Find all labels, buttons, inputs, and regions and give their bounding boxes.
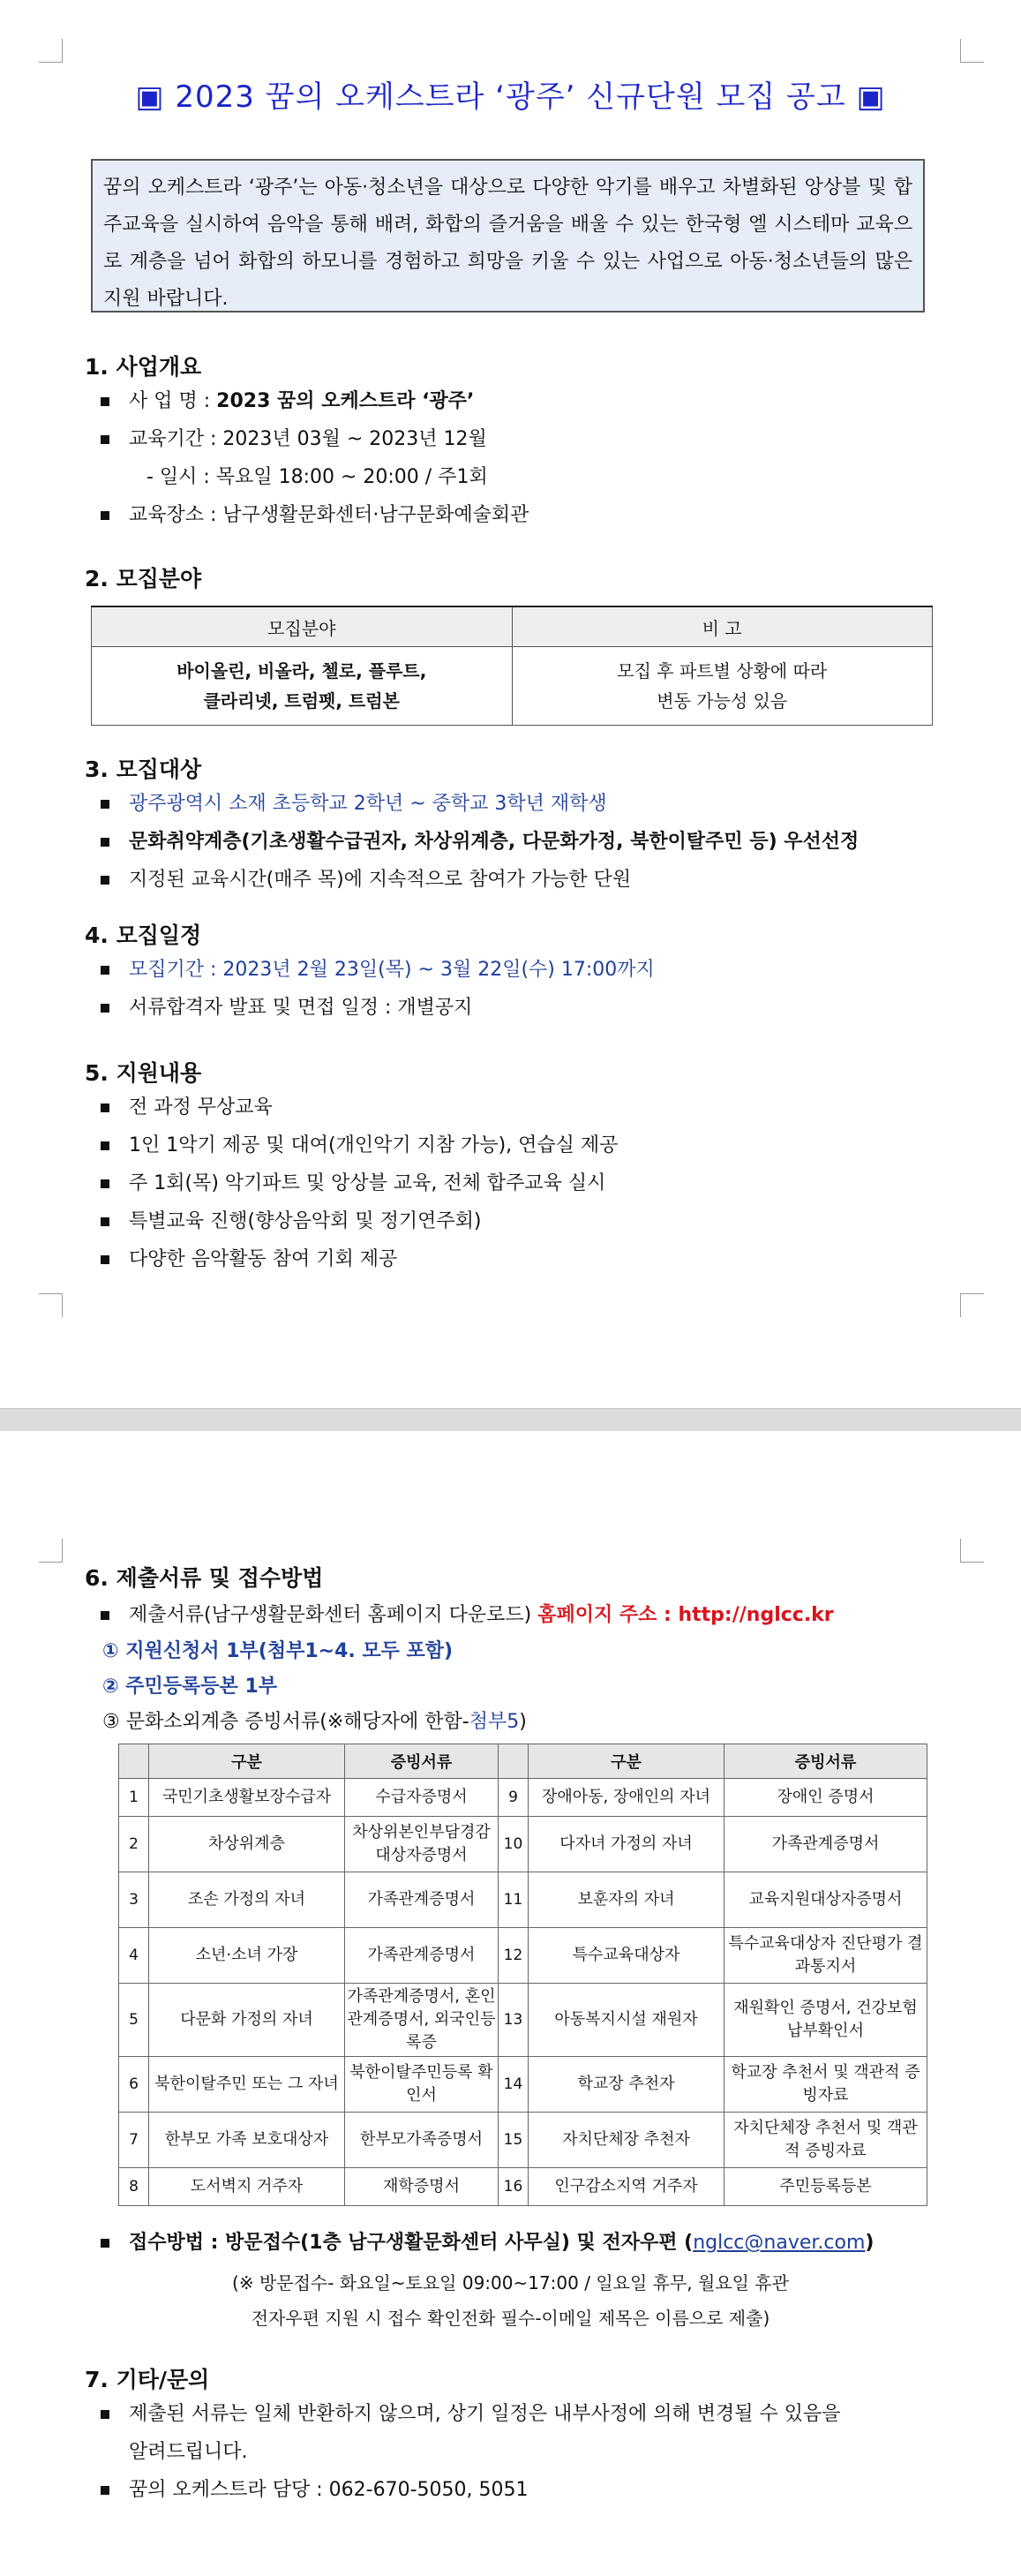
table-header: 증빙서류 (345, 1744, 499, 1779)
page-title: ▣ 2023 꿈의 오케스트라 ‘광주’ 신규단원 모집 공고 ▣ (135, 79, 886, 115)
submit-note-1: (※ 방문접수- 화요일~토요일 09:00~17:00 / 일요일 휴무, 월요일 휴관 (232, 2272, 789, 2294)
table-row: 7 한부모 가족 보호대상자 한부모가족증명서 15 자치단체장 추천자 자치단체장 추천서 및 객관적 증빙자료 (119, 2113, 927, 2168)
doc-item-3: ③ 문화소외계층 증빙서류(※해당자에 한함-첨부5) (102, 1711, 527, 1733)
evidence-table (118, 1744, 927, 2206)
table-cell: 모집 후 파트별 상황에 따라 변동 가능성 있음 (512, 647, 933, 726)
table-row: 6 북한이탈주민 또는 그 자녀 북한이탈주민등록 확인서 14 학교장 추천자 학교장 추천서 및 객관적 증빙자료 (119, 2057, 927, 2113)
list-item: 교육장소 : 남구생활문화센터·남구문화예술회관 (101, 496, 948, 534)
list-item: 주 1회(목) 악기파트 및 앙상블 교육, 전체 합주교육 실시 (101, 1164, 948, 1202)
list-item: 접수방법 : 방문접수(1층 남구생활문화센터 사무실) 및 전자우편 (nglcc@naver.com) (101, 2224, 948, 2262)
section-4-list (101, 951, 948, 1027)
section-1-list (101, 382, 948, 534)
list-item: 사 업 명 : 2023 꿈의 오케스트라 ‘광주’ (101, 382, 948, 420)
list-item: 광주광역시 소재 초등학교 2학년 ~ 중학교 3학년 재학생 (101, 785, 948, 823)
email-link[interactable]: nglcc@naver.com (693, 2232, 866, 2254)
crop-mark (960, 39, 984, 63)
list-item: 전 과정 무상교육 (101, 1088, 948, 1126)
list-item: 꿈의 오케스트라 담당 : 062-670-5050, 5051 (101, 2471, 948, 2509)
table-header: 구분 (149, 1744, 345, 1779)
list-item: 1인 1악기 제공 및 대여(개인악기 지참 가능), 연습실 제공 (101, 1126, 948, 1164)
recruit-field-table (91, 606, 933, 726)
doc-item-1: ① 지원신청서 1부(첨부1~4. 모두 포함) (102, 1640, 454, 1662)
crop-mark (960, 1293, 984, 1317)
crop-mark (960, 1539, 984, 1563)
list-item: 특별교육 진행(향상음악회 및 정기연주회) (101, 1202, 948, 1240)
list-item: 다양한 음악활동 참여 기회 제공 (101, 1240, 948, 1278)
list-item: 제출서류(남구생활문화센터 홈페이지 다운로드) 홈페이지 주소 : http://nglcc.kr (101, 1596, 948, 1634)
section-6-list (101, 1596, 948, 1634)
submit-note-2: 전자우편 지원 시 접수 확인전화 필수-이메일 제목은 이름으로 제출) (251, 2308, 770, 2329)
table-row: 2 차상위계층 차상위본인부담경감대상자증명서 10 다자녀 가정의 자녀 가족관계증명서 (119, 1817, 927, 1872)
section-heading-7: 7. 기타/문의 (85, 2367, 210, 2392)
crop-mark (39, 39, 63, 63)
list-item: 문화취약계층(기초생활수급권자, 차상위계층, 다문화가정, 북한이탈주민 등) 우선선정 (101, 823, 948, 861)
crop-mark (39, 1539, 63, 1563)
table-row: 1 국민기초생활보장수급자 수급자증명서 9 장애아동, 장애인의 자녀 장애인 증명서 (119, 1779, 927, 1817)
intro-box: 꿈의 오케스트라 ‘광주’는 아동·청소년을 대상으로 다양한 악기를 배우고 차별화된 앙상블 및 합주교육을 실시하여 음악을 통해 배려, 화합의 즐거움을 배울 수 있는 한국형 엘 시스테마 교육으로 계층을 넘어 화합의 하모니를 경험하고 희망을 키울 수 있는 사업으로 아동·청소년들의 많은 지원 바랍니다. (91, 159, 925, 313)
table-row: 5 다문화 가정의 자녀 가족관계증명서, 혼인관계증명서, 외국인등록증 13 아동복지시설 재원자 재원확인 증명서, 건강보험 납부확인서 (119, 1984, 927, 2057)
table-header: 구분 (529, 1744, 724, 1779)
table-cell: 바이올린, 비올라, 첼로, 플루트, 클라리넷, 트럼펫, 트럼본 (92, 647, 513, 726)
table-row: 3 조손 가정의 자녀 가족관계증명서 11 보훈자의 자녀 교육지원대상자증명서 (119, 1872, 927, 1928)
table-header: 모집분야 (92, 606, 513, 647)
crop-mark (39, 1293, 63, 1317)
table-row: 8 도서벽지 거주자 재학증명서 16 인구감소지역 거주자 주민등록등본 (119, 2168, 927, 2206)
section-heading-4: 4. 모집일정 (85, 923, 202, 948)
section-heading-6: 6. 제출서류 및 접수방법 (85, 1565, 324, 1591)
list-item: 모집기간 : 2023년 2월 23일(목) ~ 3월 22일(수) 17:00까지 (101, 951, 948, 989)
submit-method-list (101, 2224, 948, 2262)
doc-item-2: ② 주민등록등본 1부 (102, 1676, 278, 1698)
section-heading-3: 3. 모집대상 (85, 757, 202, 782)
list-item: 서류합격자 발표 및 면접 일정 : 개별공지 (101, 989, 948, 1027)
section-3-list (101, 785, 948, 899)
list-item: 지정된 교육시간(매주 목)에 지속적으로 참여가 가능한 단원 (101, 861, 948, 899)
homepage-link[interactable]: 홈페이지 주소 : http://nglcc.kr (537, 1604, 834, 1626)
section-heading-5: 5. 지원내용 (85, 1060, 202, 1086)
table-row: 4 소년·소녀 가장 가족관계증명서 12 특수교육대상자 특수교육대상자 진단평가 결과통지서 (119, 1928, 927, 1984)
list-item: 알려드립니다. (129, 2441, 248, 2463)
list-item: 교육기간 : 2023년 03월 ~ 2023년 12월 (101, 420, 948, 458)
table-header: 증빙서류 (724, 1744, 927, 1779)
section-heading-2: 2. 모집분야 (85, 566, 202, 591)
list-item: 제출된 서류는 일체 반환하지 않으며, 상기 일정은 내부사정에 의해 변경될 수 있음을 (101, 2395, 948, 2433)
table-header: 비 고 (512, 606, 933, 647)
section-5-list (101, 1088, 948, 1278)
page-separator (0, 1408, 1021, 1432)
section-7-list (101, 2395, 948, 2509)
section-heading-1: 1. 사업개요 (85, 354, 202, 380)
list-item: - 일시 : 목요일 18:00 ~ 20:00 / 주1회 (146, 466, 488, 488)
